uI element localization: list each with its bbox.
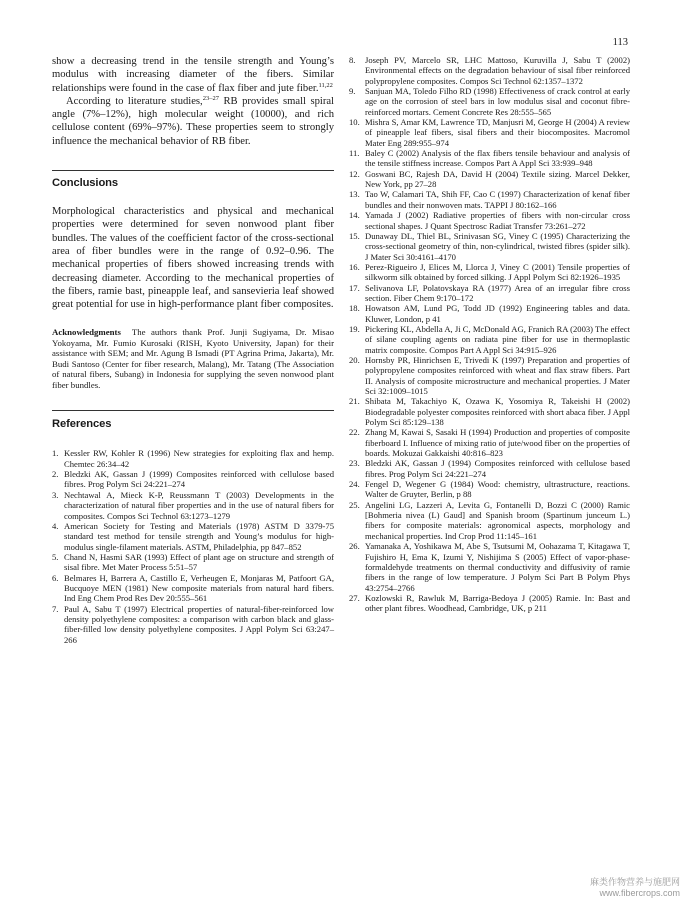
page-number: 113 — [612, 37, 628, 48]
reference-text: Dunaway DL, Thiel BL, Srinivasan SG, Viney C (1995) Characterizing the cross-sectional geometry of thin, non-cylindrical, twisted fibres (spider silk). J Mater Sci 30:4161–4170 — [365, 230, 630, 262]
reference-text: Yamanaka A, Yoshikawa M, Abe S, Tsutsumi M, Oohazama T, Kitagawa T, Fujishiro H, Ema K, Izumi Y, Nishijima S (2005) Effect of vapor-phase-formaldehyde treatments on thermal conductivity and diffusivity of ramie fibers in the range of low temperature. J Polym Sci Part B Polym Phys 43:2754–2766 — [365, 541, 630, 593]
reference-item — [349, 262, 630, 283]
right-column — [349, 55, 630, 614]
intro-paragraph-2: According to literature studies,$^{23-27}$ RB provides small spiral angle (7%–12%), high molecular weight (10000), and rich cellulose content (69%–97%). These properties seem to strongly influence the mechanical behavior of RB fiber. — [52, 94, 334, 147]
reference-item — [349, 541, 630, 593]
reference-number: 21. — [349, 396, 360, 407]
reference-text: Goswani BC, Rajesh DA, David H (2004) Textile sizing. Marcel Dekker, New York, pp 27–28 — [365, 168, 630, 190]
reference-item — [349, 210, 630, 231]
reference-number: 26. — [349, 541, 360, 552]
reference-item — [52, 573, 334, 604]
conclusions-text: Morphological characteristics and physical and mechanical properties were determined for seven nonwood plant fiber bundles. The values of the coefficient factor of the cross-sectional area of fiber bundles were in the range of 0.92–0.96. The mechanical properties of fibers showed increasing trends with decreasing diameter. According to the mechanical properties of the fibers, ramie bast, pineapple leaf, and sansevieria leaf showed great potential for use in high-performance plant fiber composites. — [52, 206, 334, 311]
reference-item — [349, 169, 630, 190]
reference-number: 27. — [349, 592, 360, 603]
reference-number: 22. — [349, 427, 360, 438]
reference-text: Shibata M, Takachiyo K, Ozawa K, Yosomiya R, Takeishi H (2002) Biodegradable polyester composites reinforced with short abaca fiber. J Appl Polym Sci 85:129–138 — [365, 396, 630, 428]
reference-text: Kessler RW, Kohler R (1996) New strategies for exploiting flax and hemp. Chemtec 26:34–42 — [64, 448, 334, 469]
reference-number: 12. — [349, 168, 360, 179]
reference-number: 14. — [349, 210, 360, 221]
reference-item — [349, 458, 630, 479]
citation-superscript: 23–27 — [202, 94, 219, 102]
reference-item — [349, 148, 630, 169]
reference-text: Belmares H, Barrera A, Castillo E, Verheugen E, Monjaras M, Patfoort GA, Bucquoye MEN (1981) New composite materials from natural hard fibers. Ind Eng Chem Prod Res Dev 20:555–561 — [64, 572, 334, 604]
reference-text: Tao W, Calamari TA, Shih FF, Cao C (1997) Characterization of kenaf fiber bundles and their nonwoven mats. TAPPI J 80:162–166 — [365, 189, 630, 210]
reference-item — [349, 593, 630, 614]
reference-text: Joseph PV, Marcelo SR, LHC Mattoso, Kuruvilla J, Sabu T (2002) Environmental effects on the degradation behaviour of sisal fiber reinforced polypropylene composites. Compos Sci Technol 62:1357–1372 — [365, 55, 630, 86]
reference-item — [52, 521, 334, 552]
reference-text: Perez-Rigueiro J, Elices M, Llorca J, Viney C (2001) Tensile properties of silkworm silk obtained by forced silking. J Appl Polym Sci 82:1926–1935 — [365, 261, 630, 283]
reference-list-left — [52, 448, 334, 645]
reference-text: Kozlowski R, Rawluk M, Barriga-Bedoya J (2005) Ramie. In: Bast and other plant fibres. Woodhead, Cambridge, UK, p 211 — [365, 592, 630, 614]
reference-number: 10. — [349, 117, 360, 128]
reference-item — [349, 303, 630, 324]
section-divider — [52, 410, 334, 411]
reference-number: 6. — [52, 572, 59, 583]
reference-text: Paul A, Sabu T (1997) Electrical properties of natural-fiber-reinforced low density polyethylene composites: a comparison with carbon black and glass-fiber-filled low density polyethylene composites. J Appl Polym Sci 63:247–266 — [64, 603, 334, 645]
reference-number: 18. — [349, 303, 360, 314]
reference-number: 16. — [349, 261, 360, 272]
reference-text: Bledzki AK, Gassan J (1999) Composites reinforced with cellulose based fibres. Prog Polym Sci 24:221–274 — [64, 469, 334, 490]
reference-item — [52, 552, 334, 573]
reference-text: Yamada J (2002) Radiative properties of fibers with non-circular cross sectional shapes. J Quant Spectrosc Radiat Transfer 73:261–272 — [365, 210, 630, 231]
watermark — [590, 877, 680, 899]
reference-number: 3. — [52, 489, 59, 500]
conclusions-heading: Conclusions — [52, 177, 119, 190]
reference-item — [52, 604, 334, 645]
left-column — [52, 55, 334, 645]
reference-item — [349, 117, 630, 148]
reference-number: 7. — [52, 603, 59, 614]
intro-paragraph-1: show a decreasing trend in the tensile strength and Young’s modulus with increasing diameter of the fibers. Similar relationships were found in the case of flax fiber and jute fiber.$^{11,22}$ — [52, 56, 334, 94]
reference-text: Angelini LG, Lazzeri A, Levita G, Fontanelli D, Bozzi C (2000) Ramic [Bohmeria nivea (L) Gaud] and Spanish broom (Spartinum junceum L.) fibers for composite materials: agronomical aspects, morphology and mechanical properties. Ind Crop Prod 11:145–161 — [365, 499, 630, 541]
reference-text: Hornsby PR, Hinrichsen E, Trivedi K (1997) Preparation and properties of polypropylene composites reinforced with wheat and flax straw fibers. Part II. Analysis of composite microstructure and mechanical properties. J Mater Sci 32:1009–1015 — [365, 354, 630, 396]
reference-item — [52, 448, 334, 469]
reference-number: 1. — [52, 448, 59, 459]
reference-text: Chand N, Hasmi SAR (1993) Effect of plant age on structure and strength of sisal fibre. Met Mater Process 5:51–57 — [64, 551, 334, 573]
reference-text: Baley C (2002) Analysis of the flax fibers tensile behaviour and analysis of the tensile stiffness increase. Compos Part A Appl Sci 33:939–948 — [365, 148, 630, 169]
reference-item — [52, 490, 334, 521]
reference-number: 23. — [349, 458, 360, 469]
reference-text: Mishra S, Amar KM, Lawrence TD, Manjusri M, George H (2004) A review of pineapple leaf fibers, sisal fibers and their biocomposites. Macromol Mater Eng 289:955–974 — [365, 117, 630, 148]
reference-item — [349, 500, 630, 541]
reference-item — [349, 427, 630, 458]
references-heading: References — [52, 418, 112, 431]
reference-item — [349, 231, 630, 262]
reference-number: 8. — [349, 55, 356, 65]
reference-text: Sanjuan MA, Toledo Filho RD (1998) Effectiveness of crack control at early age on the corrosion of steel bars in low modulus sisal and coconut fibre-reinforced mortars. Cement Concrete Res 28:555–565 — [365, 86, 630, 117]
reference-text: Howatson AM, Lund PG, Todd JD (1992) Engineering tables and data. Kluwer, London, p 41 — [365, 303, 630, 324]
reference-number: 15. — [349, 230, 360, 241]
reference-number: 13. — [349, 189, 360, 200]
reference-text: Zhang M, Kawai S, Sasaki H (1994) Production and properties of composite fiberboard I. Influence of mixing ratio of jute/wood fiber on the properties of boards. Mokuzai Gakkaishi 40:816–823 — [365, 427, 630, 459]
reference-text: American Society for Testing and Materials (1978) ASTM D 3379-75 standard test method for tensile strength and Young’s modulus for high-modulus single-filament materials. ASTM, Philadelphia, pp 847–852 — [64, 520, 334, 552]
reference-item — [349, 396, 630, 427]
reference-item — [52, 469, 334, 490]
reference-text: Pickering KL, Abdella A, Ji C, McDonald AG, Franich RA (2003) The effect of silane coupling agents on radiata pine fiber for use in thermoplastic matrix composite. Compos Part A Appl Sci 34:915–926 — [365, 323, 630, 355]
reference-number: 4. — [52, 520, 59, 531]
reference-number: 25. — [349, 499, 360, 510]
watermark-url: www.fibercrops.com — [599, 888, 680, 898]
reference-number: 5. — [52, 551, 59, 562]
reference-item — [349, 324, 630, 355]
watermark-text-cn: 麻类作物营养与施肥网 — [589, 877, 680, 887]
reference-item — [349, 189, 630, 210]
reference-number: 20. — [349, 354, 360, 365]
reference-number: 2. — [52, 469, 59, 480]
acknowledgments: Acknowledgments The authors thank Prof. Junji Sugiyama, Dr. Misao Yokoyama, Mr. Fumio Kurosaki (RISH, Kyoto University, Japan) for their assistance with SEM; and Mr. Agung B Ismadi (PT Agrina Prima, Jakarta), Mr. Budi Santoso (Center for fiber research, Malang), Mr. Tatang (The Association of natural fibers, Subang) in Indonesia for supplying the seven nonwood plant fiber bundles. — [52, 327, 334, 390]
reference-item — [349, 283, 630, 304]
reference-text: Bledzki AK, Gassan J (1994) Composites reinforced with cellulose based fibres. Prog Polym Sci 24:221–274 — [365, 458, 630, 479]
reference-number: 17. — [349, 282, 360, 293]
reference-text: Selivanova LF, Polatovskaya RA (1977) Area of an irregular fibre cross section. Fiber Chem 9:170–172 — [365, 282, 630, 303]
reference-item — [349, 55, 630, 86]
citation-superscript: 11,22 — [318, 81, 333, 89]
reference-item — [349, 355, 630, 396]
reference-number: 19. — [349, 323, 360, 334]
acknowledgments-label: Acknowledgments — [52, 327, 121, 338]
reference-text: Fengel D, Wegener G (1984) Wood: chemistry, ultrastructure, reactions. Walter de Gruyter, Berlin, p 88 — [365, 479, 630, 500]
reference-number: 9. — [349, 86, 356, 97]
reference-number: 24. — [349, 479, 360, 490]
reference-list-right — [349, 55, 630, 614]
reference-item — [349, 479, 630, 500]
reference-text: Nechtawal A, Mieck K-P, Reussmann T (2003) Developments in the characterization of natural fiber properties and in the use of natural fibers for composites. Compos Sci Technol 63:1273–1279 — [64, 489, 334, 521]
reference-number: 11. — [349, 148, 360, 159]
section-divider — [52, 170, 334, 171]
reference-item — [349, 86, 630, 117]
